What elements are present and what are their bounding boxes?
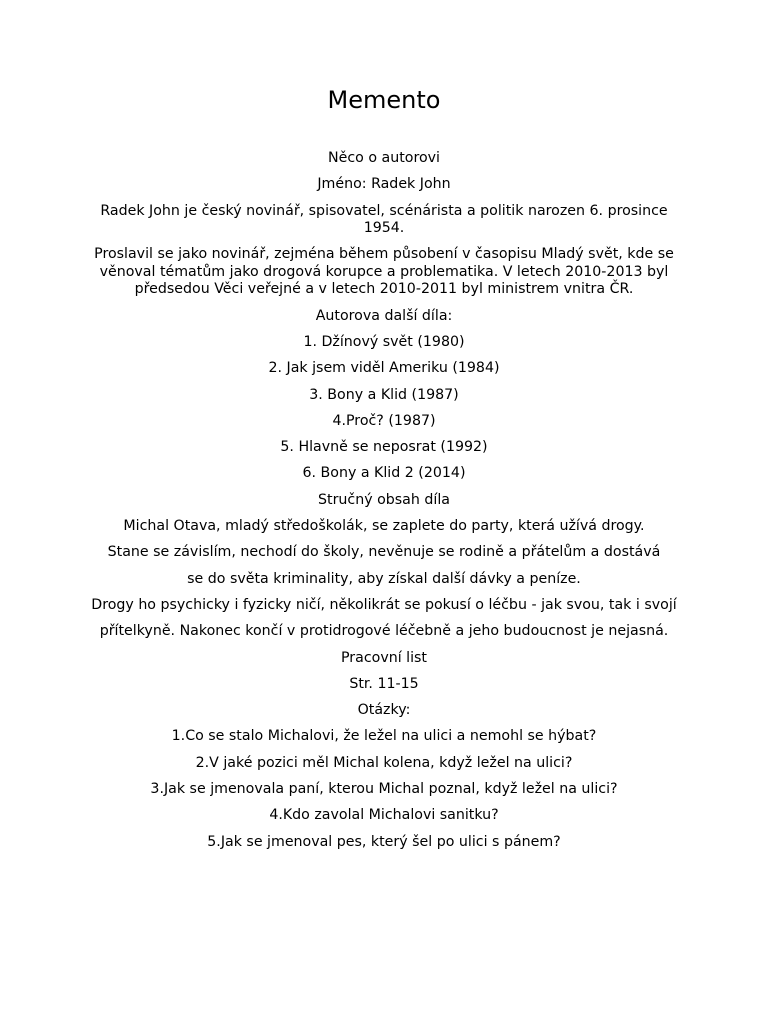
section-heading-questions: Otázky: xyxy=(357,702,411,719)
section-heading-worksheet: Pracovní list xyxy=(341,649,427,666)
summary-line: Michal Otava, mladý středoškolák, se zaplete do party, která užívá drogy. xyxy=(123,518,645,535)
works-list-item: 2. Jak jsem viděl Ameriku (1984) xyxy=(268,360,500,377)
author-bio-paragraph: Radek John je český novinář, spisovatel, scénárista a politik narozen 6. prosince 1954. xyxy=(100,202,668,237)
works-list-item: 1. Džínový svět (1980) xyxy=(303,333,465,350)
author-name: Jméno: Radek John xyxy=(317,176,451,193)
works-list-item: 6. Bony a Klid 2 (2014) xyxy=(302,465,466,482)
author-career-paragraph: Proslavil se jako novinář, zejména během působení v časopisu Mladý svět, kde se věnoval tématům jako drogová korupce a problematika. V letech 2010-2013 byl předsedou Věci veřejné a v letech 2010-2011 byl ministrem vnitra ČR. xyxy=(94,246,674,298)
question-item: 4.Kdo zavolal Michalovi sanitku? xyxy=(269,807,499,824)
summary-line: přítelkyně. Nakonec končí v protidrogové léčebně a jeho budoucnost je nejasná. xyxy=(99,623,669,640)
summary-line: Stane se závislím, nechodí do školy, nevěnuje se rodině a přátelům a dostává xyxy=(107,544,661,561)
question-item: 1.Co se stalo Michalovi, že ležel na ulici a nemohl se hýbat? xyxy=(171,728,597,745)
question-item: 3.Jak se jmenovala paní, kterou Michal poznal, když ležel na ulici? xyxy=(150,781,618,798)
section-heading-summary: Stručný obsah díla xyxy=(318,491,450,508)
works-list-item: 3. Bony a Klid (1987) xyxy=(309,386,459,403)
page-range: Str. 11-15 xyxy=(349,675,419,692)
question-item: 5.Jak se jmenoval pes, který šel po ulici s pánem? xyxy=(207,833,561,850)
document-body xyxy=(90,150,678,860)
works-list-item: 4.Proč? (1987) xyxy=(332,412,436,429)
page-title: Memento xyxy=(327,86,441,114)
summary-line: Drogy ho psychicky i fyzicky ničí, několikrát se pokusí o léčbu - jak svou, tak i svojí xyxy=(91,596,677,613)
question-item: 2.V jaké pozici měl Michal kolena, když ležel na ulici? xyxy=(195,754,573,771)
summary-line: se do světa kriminality, aby získal další dávky a peníze. xyxy=(187,570,581,587)
section-heading-author: Něco o autorovi xyxy=(328,150,440,166)
section-heading-works: Autorova další díla: xyxy=(315,307,453,324)
works-list-item: 5. Hlavně se neposrat (1992) xyxy=(280,439,488,456)
